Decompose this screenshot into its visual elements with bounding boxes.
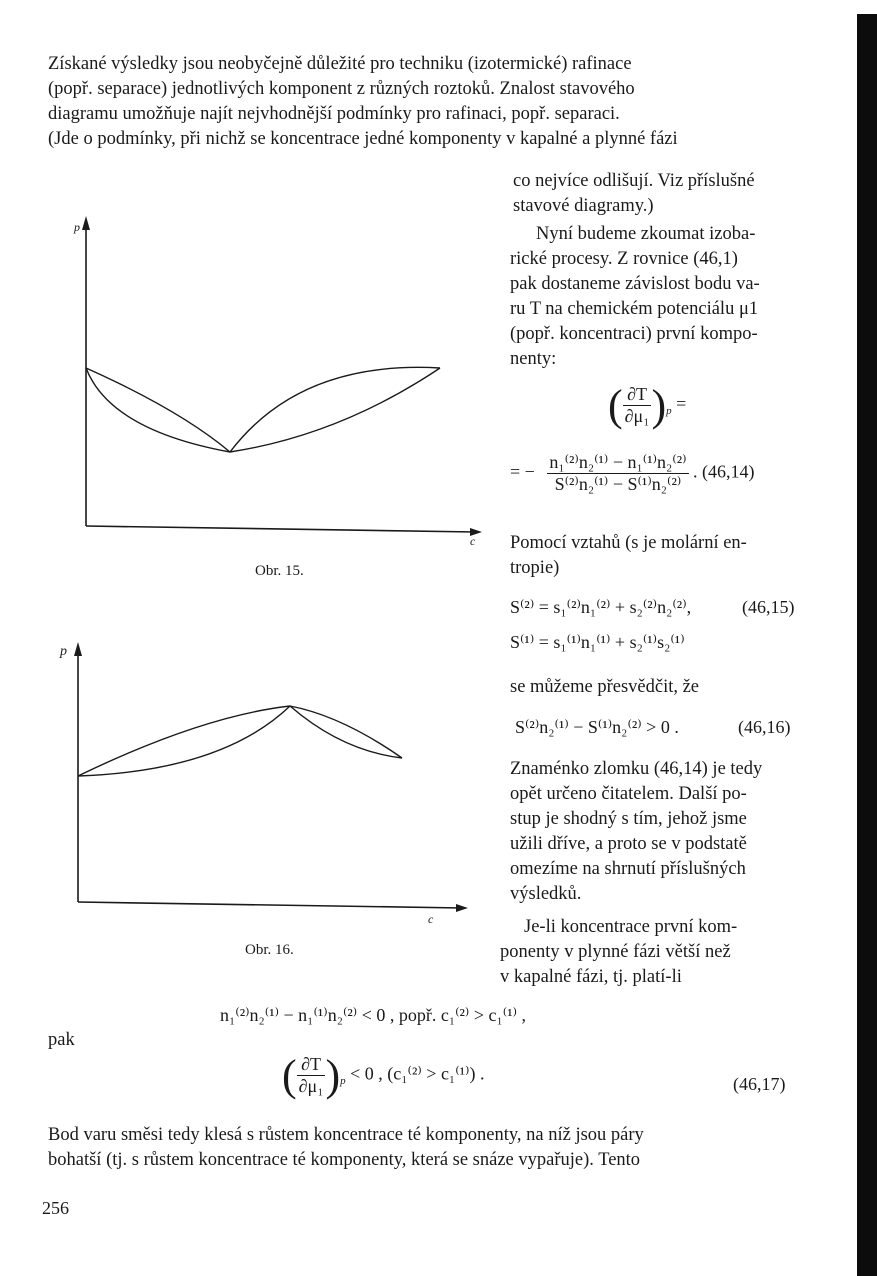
text-line: Znaménko zlomku (46,14) je tedy: [510, 759, 763, 779]
text-line: pak: [48, 1030, 75, 1050]
equation-46-15-a: S⁽²⁾ = s₁⁽²⁾n₁⁽²⁾ + s₂⁽²⁾n₂⁽²⁾,: [510, 597, 692, 617]
text-line: (Jde o podmínky, při nichž se koncentrace jedné komponenty v kapalné a plynné fázi: [48, 129, 678, 149]
text-line: tropie): [510, 558, 560, 578]
equation-label: (46,15): [742, 597, 795, 617]
y-axis-label: p: [74, 220, 80, 234]
equation-46-14-lhs: ( $\frac{\partial T}{\text{∂μ₁}}$ )$_p$ =: [608, 381, 687, 430]
text-line: opět určeno čitatelem. Další po-: [510, 784, 747, 804]
equation-label: (46,16): [738, 717, 791, 737]
text-line: (popř. koncentraci) první kompo-: [510, 324, 758, 344]
x-axis-label: c: [428, 912, 434, 926]
text-line: stup je shodný s tím, jehož jsme: [510, 809, 747, 829]
equation-46-15-b: S⁽¹⁾ = s₁⁽¹⁾n₁⁽¹⁾ + s₂⁽¹⁾s₂⁽¹⁾: [510, 632, 685, 652]
figure-15-diagram: [70, 210, 490, 540]
text-line: stavové diagramy.): [513, 196, 654, 216]
text-line: co nejvíce odlišují. Viz příslušné: [513, 171, 755, 191]
text-line: rické procesy. Z rovnice (46,1): [510, 249, 738, 269]
text-line: výsledků.: [510, 884, 582, 904]
y-axis-label: p: [60, 644, 67, 659]
text-line: ponenty v plynné fázi větší než: [500, 942, 731, 962]
condition-equation: n₁⁽²⁾n₂⁽¹⁾ − n₁⁽¹⁾n₂⁽²⁾ < 0 , popř. c₁⁽²⁾ > c₁⁽¹⁾ ,: [220, 1005, 527, 1025]
figure-16-caption: Obr. 16.: [245, 942, 294, 958]
figure-16-diagram: [62, 636, 482, 926]
equation-label: (46,17): [733, 1074, 786, 1094]
text-line: bohatší (tj. s růstem koncentrace té komponenty, která se snáze vypařuje). Tento: [48, 1150, 641, 1170]
text-line: užili dříve, a proto se v podstatě: [510, 834, 747, 854]
text-line: nenty:: [510, 349, 557, 369]
equation-46-16: S⁽²⁾n₂⁽¹⁾ − S⁽¹⁾n₂⁽²⁾ > 0 .: [515, 717, 679, 737]
text-line: pak dostaneme závislost bodu va-: [510, 274, 760, 294]
text-line: diagramu umožňuje najít nejvhodnější podmínky pro rafinaci, popř. separaci.: [48, 104, 620, 124]
text-line: Nyní budeme zkoumat izoba-: [536, 224, 756, 244]
equation-46-14: = − $\frac{\text{n₁⁽²⁾n₂⁽¹⁾ − n₁⁽¹⁾n₂⁽²⁾}}{\text{S⁽²⁾n₂⁽¹⁾ − S⁽¹⁾n₂⁽²⁾}}$ . (46,14): [510, 452, 755, 494]
text-line: Pomocí vztahů (s je molární en-: [510, 533, 747, 553]
text-line: omezíme na shrnutí příslušných: [510, 859, 746, 879]
text-line: (popř. separace) jednotlivých komponent z různých roztoků. Znalost stavového: [48, 79, 635, 99]
text-line: se můžeme přesvědčit, že: [510, 677, 700, 697]
x-axis-label: c: [470, 534, 476, 548]
equation-46-17: ( $\frac{\partial T}{\text{∂μ₁}}$ )$_p < 0$ , (c₁⁽²⁾ > c₁⁽¹⁾) .: [282, 1051, 485, 1100]
text-line: ru T na chemickém potenciálu μ1: [510, 299, 759, 319]
scan-edge-bar: [857, 14, 877, 1276]
text-line: Získané výsledky jsou neobyčejně důležité pro techniku (izotermické) rafinace: [48, 54, 632, 74]
text-line: Bod varu směsi tedy klesá s růstem koncentrace té komponenty, na níž jsou páry: [48, 1125, 644, 1145]
text-line: Je-li koncentrace první kom-: [524, 917, 738, 937]
text-line: v kapalné fázi, tj. platí-li: [500, 967, 682, 987]
page-number: 256: [42, 1198, 69, 1218]
figure-15-caption: Obr. 15.: [255, 563, 304, 579]
